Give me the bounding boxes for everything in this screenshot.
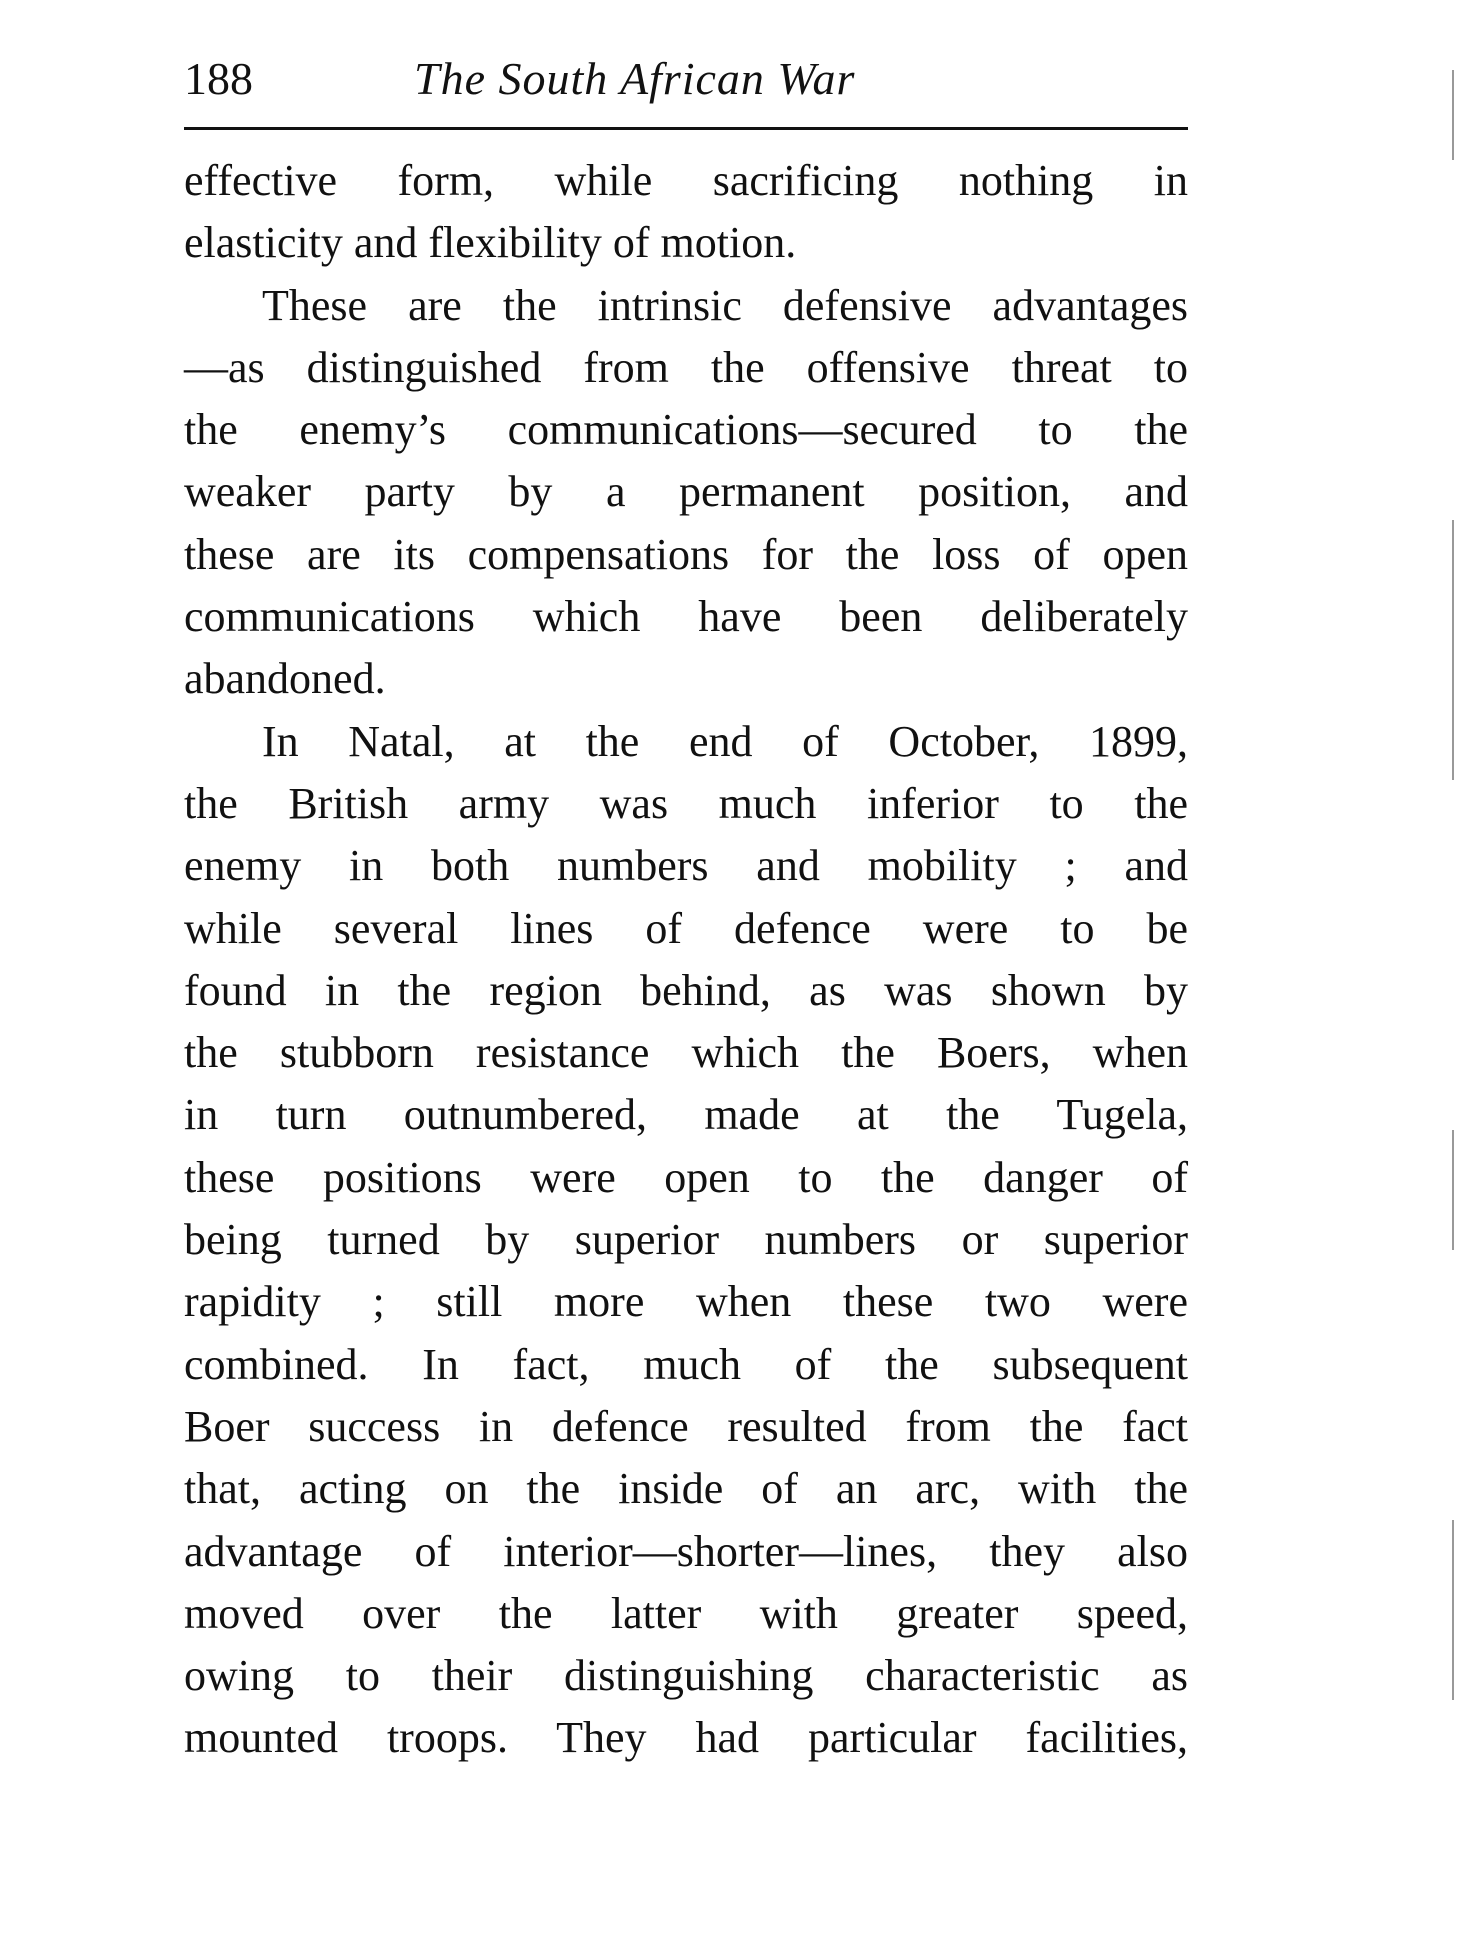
- text-line: these positions were open to the danger of: [184, 1152, 1188, 1202]
- text-line: the British army was much inferior to the: [184, 778, 1188, 828]
- text-line: —as distinguished from the offensive threat to: [184, 342, 1188, 392]
- text-line: advantage of interior—shorter—lines, they also: [184, 1526, 1188, 1576]
- text-line: These are the intrinsic defensive advantages: [262, 280, 1188, 330]
- text-line: Boer success in defence resulted from the fact: [184, 1401, 1188, 1451]
- text-line: moved over the latter with greater speed,: [184, 1588, 1188, 1638]
- text-line: in turn outnumbered, made at the Tugela,: [184, 1090, 1188, 1140]
- text-line: found in the region behind, as was shown by: [184, 965, 1188, 1015]
- running-title: The South African War: [414, 53, 856, 104]
- text-line: the stubborn resistance which the Boers, when: [184, 1028, 1188, 1078]
- text-line: effective form, while sacrificing nothing in: [184, 156, 1188, 205]
- text-line: owing to their distinguishing characteristic as: [184, 1651, 1188, 1701]
- page-body: [184, 150, 1188, 1770]
- scan-edge-mark: [1452, 70, 1454, 160]
- text-line: being turned by superior numbers or superior: [184, 1215, 1188, 1265]
- text-line: that, acting on the inside of an arc, with the: [184, 1464, 1188, 1514]
- text-line: elasticity and flexibility of motion.: [184, 218, 797, 268]
- scan-edge-mark: [1452, 1520, 1454, 1700]
- text-line: combined. In fact, much of the subsequent: [184, 1339, 1188, 1389]
- running-header: [184, 52, 1188, 112]
- text-line: communications which have been deliberately: [184, 592, 1188, 642]
- text-line: mounted troops. They had particular facilities,: [184, 1713, 1188, 1763]
- text-line: while several lines of defence were to be: [184, 903, 1188, 953]
- text-line: abandoned.: [184, 654, 386, 704]
- text-line: weaker party by a permanent position, and: [184, 467, 1188, 517]
- text-line: these are its compensations for the loss of open: [184, 529, 1188, 579]
- text-line: the enemy’s communications—secured to the: [184, 405, 1188, 455]
- page-number: 188: [184, 53, 253, 104]
- header-rule: [184, 127, 1188, 130]
- text-line: In Natal, at the end of October, 1899,: [262, 716, 1188, 766]
- scan-edge-mark: [1452, 520, 1454, 780]
- text-line: rapidity ; still more when these two were: [184, 1277, 1188, 1327]
- text-line: enemy in both numbers and mobility ; and: [184, 841, 1188, 891]
- scan-edge-mark: [1452, 1130, 1454, 1250]
